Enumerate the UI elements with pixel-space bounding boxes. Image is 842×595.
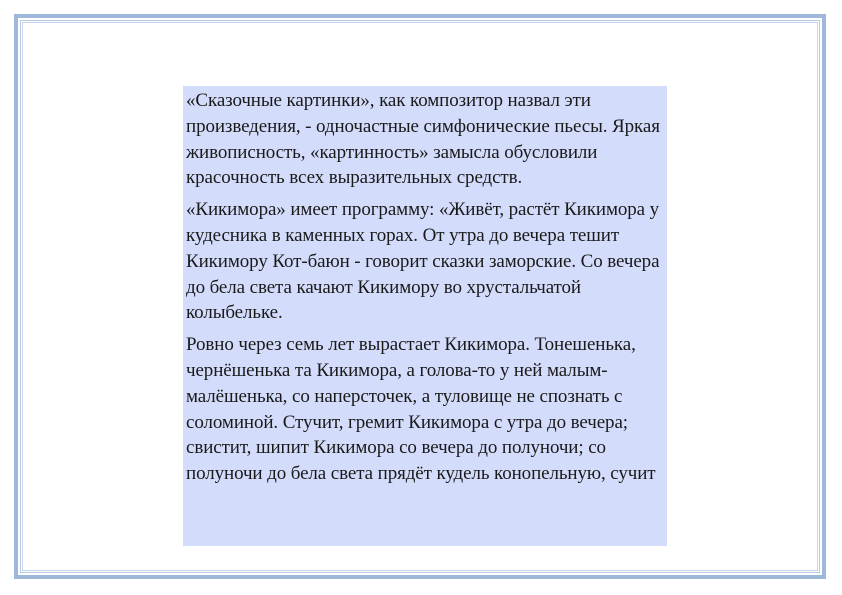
paragraph-3: Ровно через семь лет вырастает Кикимора. Тонешенька, чернёшенька та Кикимора, а голова-то у ней малым-малёшенька, со наперсточек, а туловище не спознать с соломиной. Стучит, гремит Кикимора с утра до вечера; свистит, шипит Кикимора со вечера до полуночи; со полуночи до бела света прядёт кудель конопельную, сучит xyxy=(186,334,656,485)
paragraph-2: «Кикимора» имеет программу: «Живёт, растёт Кикимора у кудесника в каменных горах. От утра до вечера тешит Кикимору Кот-баюн - говорит сказки заморские. Со вечера до бела света качают Кикимору во хрустальчатой колыбельке. xyxy=(186,199,660,324)
text-block xyxy=(183,86,667,546)
paragraph-1: «Сказочные картинки», как композитор назвал эти произведения, - одночастные симфонические пьесы. Яркая живописность, «картинность» замысла обусловили красочность всех выразительных средств. xyxy=(186,90,660,189)
